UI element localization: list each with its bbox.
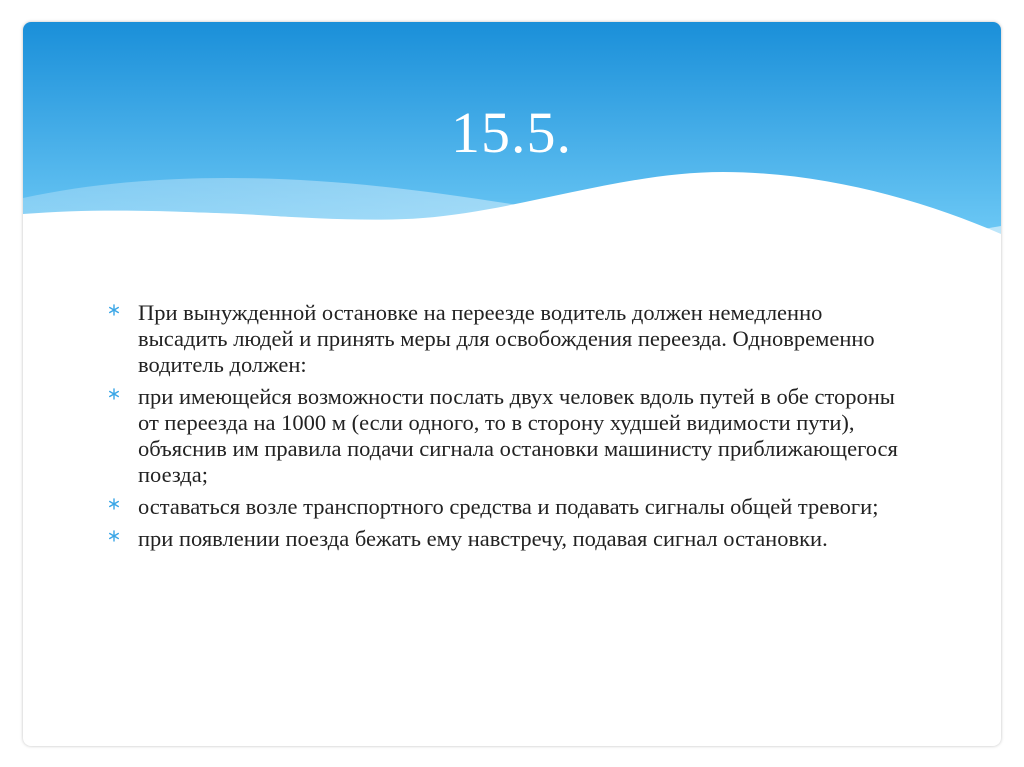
bullet-list (107, 300, 907, 558)
asterisk-icon (107, 497, 121, 511)
header-wave-background (23, 22, 1001, 322)
bullet-item (107, 300, 907, 378)
bullet-item (107, 384, 907, 488)
bullet-item (107, 494, 907, 520)
bullet-text: при появлении поезда бежать ему навстречу, подавая сигнал остановки. (138, 526, 828, 551)
bullet-item (107, 526, 907, 552)
bullet-text: При вынужденной остановке на переезде водитель должен немедленно высадить людей и принять меры для освобождения переезда. Одновременно водитель должен: (138, 300, 875, 377)
bullet-text: при имеющейся возможности послать двух человек вдоль путей в обе стороны от переезда на 1000 м (если одного, то в сторону худшей видимости пути), объяснив им правила подачи сигнала остановки машинисту приближающегося поезда; (138, 384, 898, 487)
slide (23, 22, 1001, 746)
slide-title: 15.5. (451, 100, 572, 165)
asterisk-icon (107, 387, 121, 401)
asterisk-icon (107, 529, 121, 543)
bullet-text: оставаться возле транспортного средства и подавать сигналы общей тревоги; (138, 494, 879, 519)
asterisk-icon (107, 303, 121, 317)
